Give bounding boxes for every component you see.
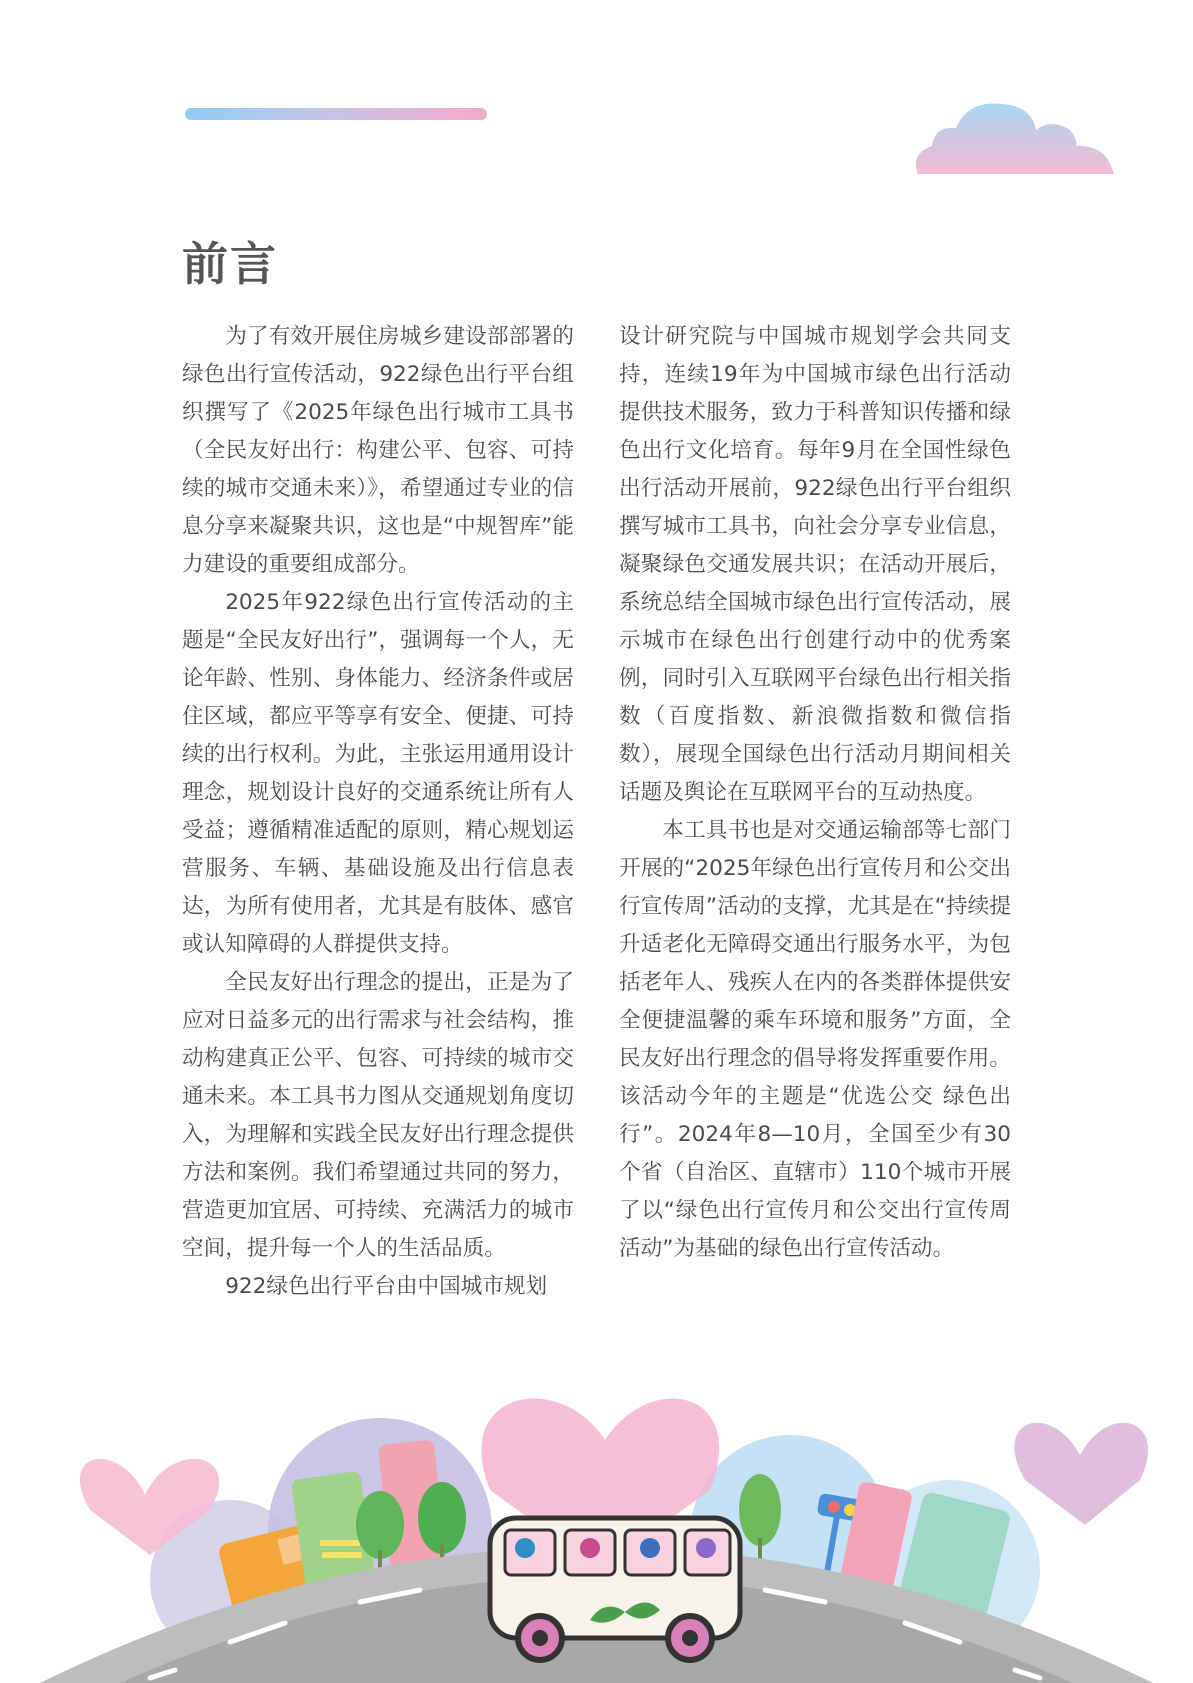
- bus-icon: [490, 1518, 740, 1660]
- page-title: 前言: [182, 237, 278, 291]
- paragraph: 全民友好出行理念的提出，正是为了应对日益多元的出行需求与社会结构，推动构建真正公平、包容、可持续的城市交通未来。本工具书力图从交通规划角度切入，为理解和实践全民友好出行理念提供方法和案例。我们希望通过共同的努力，营造更加宜居、可持续、充满活力的城市空间，提升每一个人的生活品质。: [182, 970, 574, 1261]
- tree-icon: [418, 1482, 466, 1554]
- paragraph: 2025年922绿色出行宣传活动的主题是“全民友好出行”，强调每一个人，无论年龄、性别、身体能力、经济条件或居住区域，都应平等享有安全、便捷、可持续的出行权利。为此，主张运用通用设计理念，规划设计良好的交通系统让所有人受益；遵循精准适配的原则，精心规划运营服务、车辆、基础设施及出行信息表达，为所有使用者，尤其是有肢体、感官或认知障碍的人群提供支持。: [182, 590, 574, 957]
- paragraph: 设计研究院与中国城市规划学会共同支持，连续19年为中国城市绿色出行活动提供技术服务，致力于科普知识传播和绿色出行文化培育。每年9月在全国性绿色出行活动开展前，922绿色出行平台组织撰写城市工具书，向社会分享专业信息，凝聚绿色交通发展共识；在活动开展后，系统总结全国城市绿色出行宣传活动，展示城市在绿色出行创建行动中的优秀案例，同时引入互联网平台绿色出行相关指数（百度指数、新浪微指数和微信指数），展现全国绿色出行活动月期间相关话题及舆论在互联网平台的互动热度。: [619, 324, 1011, 805]
- tree-icon: [356, 1491, 404, 1559]
- tree-icon: [739, 1474, 781, 1546]
- paragraph: 922绿色出行平台由中国城市规划: [225, 1274, 548, 1299]
- paragraph: 为了有效开展住房城乡建设部部署的绿色出行宣传活动，922绿色出行平台组织撰写了《2025年绿色出行城市工具书（全民友好出行：构建公平、包容、可持续的城市交通未来）》，希望通过专业的信息分享来凝聚共识，这也是“中规智库”能力建设的重要组成部分。: [182, 324, 574, 577]
- city-bus-illustration: [0, 1380, 1193, 1683]
- left-column: [182, 318, 574, 1306]
- decorative-gradient-bar: [185, 108, 487, 120]
- cloud-icon: [910, 100, 1120, 180]
- right-column: [619, 318, 1011, 1268]
- heart-icon: [1014, 1423, 1148, 1525]
- paragraph: 本工具书也是对交通运输部等七部门开展的“2025年绿色出行宣传月和公交出行宣传周”活动的支撑，尤其是在“持续提升适老化无障碍交通出行服务水平，为包括老年人、残疾人在内的各类群体提供安全便捷温馨的乘车环境和服务”方面，全民友好出行理念的倡导将发挥重要作用。该活动今年的主题是“优选公交 绿色出行”。2024年8—10月，全国至少有30个省（自治区、直辖市）110个城市开展了以“绿色出行宣传月和公交出行宣传周活动”为基础的绿色出行宣传活动。: [619, 818, 1011, 1261]
